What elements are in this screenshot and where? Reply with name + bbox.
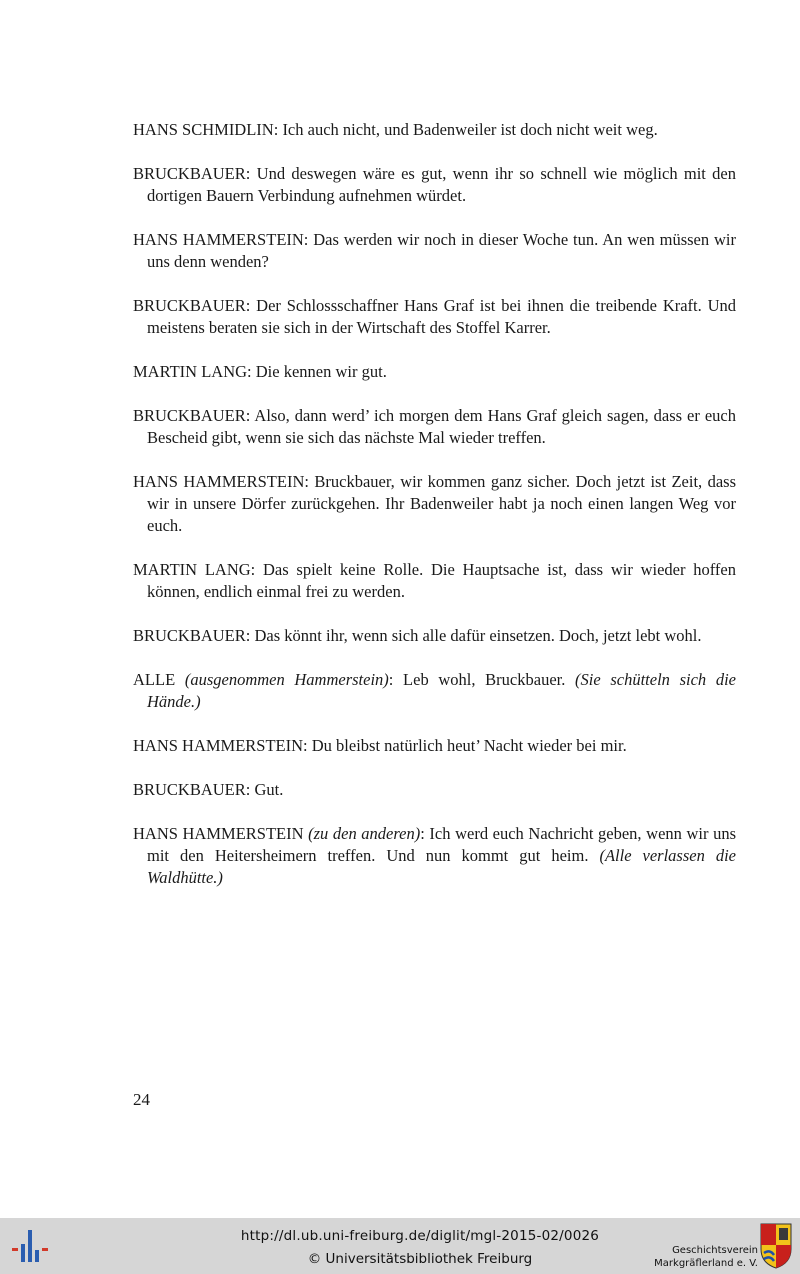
dialog-text: : Leb wohl, Bruckbauer.	[388, 670, 576, 689]
speaker-name: BRUCKBAUER:	[133, 406, 251, 425]
dialog-text: Das könnt ihr, wenn sich alle dafür einsetzen. Doch, jetzt lebt wohl.	[250, 626, 702, 645]
document-url-link[interactable]: http://dl.ub.uni-freiburg.de/diglit/mgl-2015-02/0026	[240, 1228, 600, 1244]
dialog-line	[133, 471, 736, 537]
society-name-line1: Geschichtsverein	[672, 1245, 758, 1256]
stage-direction: (Sie schütteln sich die Hände.)	[147, 670, 737, 711]
speaker-name: HANS HAMMERSTEIN:	[133, 472, 309, 491]
dialog-line	[133, 559, 736, 603]
dialog-text: Bruckbauer, wir kommen ganz sicher. Doch jetzt ist Zeit, dass wir in unsere Dörfer zurückgehen. Ihr Badenweiler habt ja noch einen langen Weg vor euch.	[147, 472, 737, 535]
dialog-text: Also, dann werd’ ich morgen dem Hans Graf gleich sagen, dass er euch Bescheid gibt, wenn sie sich das nächste Mal wieder treffen.	[147, 406, 736, 447]
dialog-text: Gut.	[250, 780, 284, 799]
page-number: 24	[133, 1090, 150, 1109]
copyright-notice: © Universitätsbibliothek Freiburg	[307, 1251, 533, 1267]
dialog-text: Das spielt keine Rolle. Die Hauptsache ist, dass wir wieder hoffen können, endlich einmal frei zu werden.	[147, 560, 736, 601]
coat-of-arms-icon[interactable]	[760, 1223, 792, 1269]
footer-bar	[0, 1218, 800, 1274]
dialog-text: Ich auch nicht, und Badenweiler ist doch nicht weit weg.	[278, 120, 658, 139]
dialog-line	[133, 163, 736, 207]
dialog-line	[133, 779, 736, 801]
speaker-name: MARTIN LANG:	[133, 560, 256, 579]
speaker-name: HANS HAMMERSTEIN:	[133, 230, 309, 249]
dialog-text: Der Schlossschaffner Hans Graf ist bei ihnen die treibende Kraft. Und meistens beraten sie sich in der Wirtschaft des Stoffel Karrer.	[147, 296, 736, 337]
dialog-line	[133, 625, 736, 647]
society-name-line2: Markgräflerland e. V.	[654, 1258, 758, 1269]
dialog-text: Und deswegen wäre es gut, wenn ihr so schnell wie möglich mit den dortigen Bauern Verbindung aufnehmen würdet.	[147, 164, 736, 205]
stage-aside: (ausgenommen Hammerstein)	[184, 670, 389, 689]
speaker-name: BRUCKBAUER:	[133, 164, 251, 183]
ub-freiburg-logo-icon[interactable]	[10, 1226, 52, 1268]
dialog-line	[133, 669, 736, 713]
dialog-text: : Ich werd euch Nachricht geben, wenn wir uns mit den Heitersheimern treffen. Und nun kommt gut heim.	[147, 824, 736, 865]
dialog-line	[133, 119, 736, 141]
speaker-name: BRUCKBAUER:	[133, 626, 251, 645]
stage-aside: (zu den anderen)	[308, 824, 421, 843]
speaker-name: HANS SCHMIDLIN:	[133, 120, 279, 139]
speaker-name: BRUCKBAUER:	[133, 296, 251, 315]
dialog-line	[133, 361, 736, 383]
speaker-name: HANS HAMMERSTEIN	[133, 824, 304, 843]
dialog-line	[133, 295, 736, 339]
dialog-line	[133, 405, 736, 449]
speaker-name: HANS HAMMERSTEIN:	[133, 736, 308, 755]
speaker-name: MARTIN LANG:	[133, 362, 252, 381]
speaker-name: BRUCKBAUER:	[133, 780, 251, 799]
speaker-name: ALLE	[133, 670, 176, 689]
dialog-text: Das werden wir noch in dieser Woche tun. An wen müssen wir uns denn wenden?	[147, 230, 736, 271]
dialog-line	[133, 229, 736, 273]
society-name[interactable]	[654, 1244, 758, 1270]
dialog-line	[133, 823, 736, 889]
dialog-line	[133, 735, 736, 757]
dialog-text: Die kennen wir gut.	[251, 362, 387, 381]
stage-direction: (Alle verlassen die Waldhütte.)	[147, 846, 736, 887]
dialog-text: Du bleibst natürlich heut’ Nacht wieder bei mir.	[307, 736, 627, 755]
dialog-text	[133, 119, 736, 911]
